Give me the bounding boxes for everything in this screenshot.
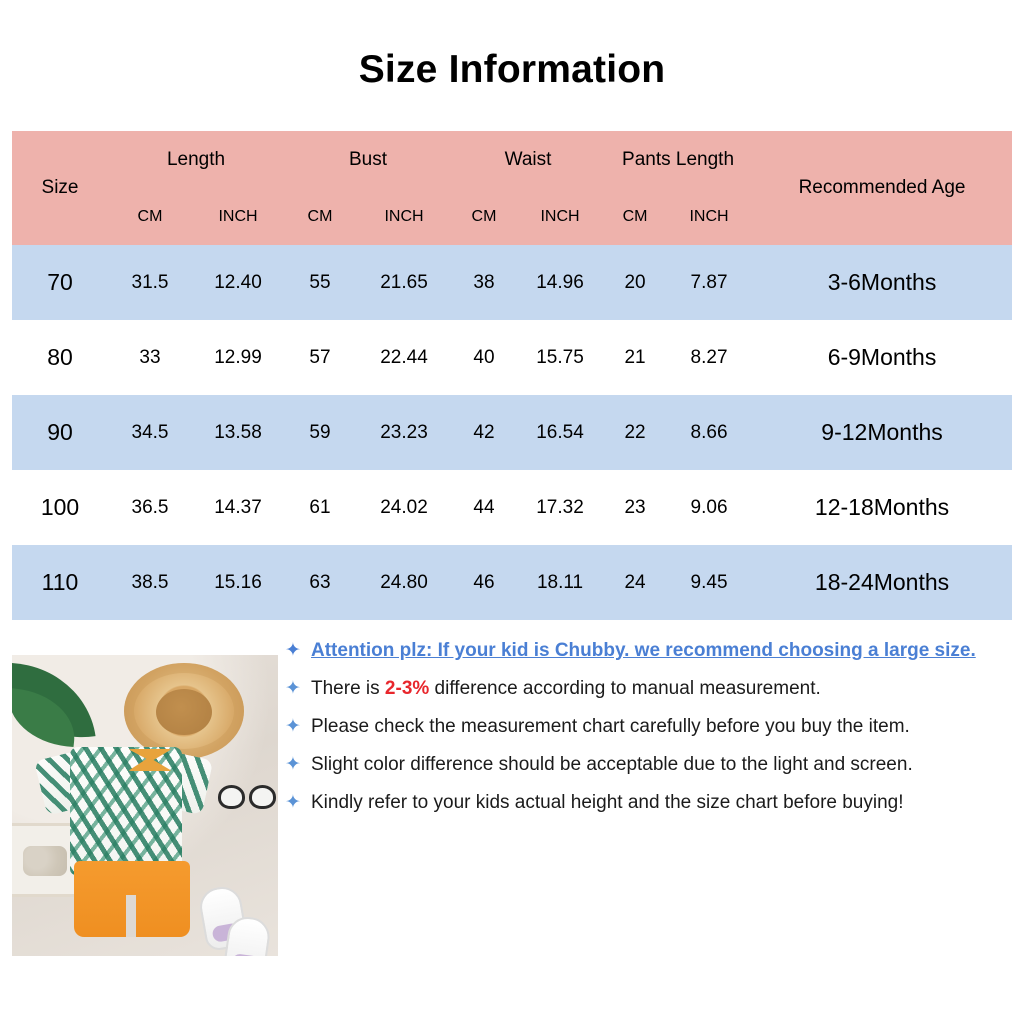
cell-bust-cm: 59 — [284, 395, 356, 470]
cell-size: 70 — [12, 245, 108, 320]
cell-size: 100 — [12, 470, 108, 545]
size-information-table — [12, 131, 1012, 620]
cell-size: 90 — [12, 395, 108, 470]
cell-age: 6-9Months — [752, 320, 1012, 395]
cell-bust-inch: 23.23 — [356, 395, 452, 470]
sunglasses-icon — [218, 781, 278, 815]
cell-pants-cm: 23 — [604, 470, 666, 545]
header-pants-cm: CM — [604, 189, 666, 245]
header-pants-inch: INCH — [666, 189, 752, 245]
cell-length-cm: 34.5 — [108, 395, 192, 470]
cell-waist-inch: 17.32 — [516, 470, 604, 545]
cell-pants-inch: 9.45 — [666, 545, 752, 620]
cell-pants-inch: 8.66 — [666, 395, 752, 470]
note-color-difference — [285, 752, 1015, 778]
cell-age: 12-18Months — [752, 470, 1012, 545]
table-row — [12, 470, 1012, 545]
cell-waist-cm: 44 — [452, 470, 516, 545]
cell-waist-cm: 46 — [452, 545, 516, 620]
tropical-print-shirt — [70, 747, 182, 875]
note-text-post: difference according to manual measurement. — [429, 678, 821, 699]
sparkle-icon: ✦ — [285, 678, 301, 699]
header-length: Length — [108, 131, 284, 189]
cell-bust-cm: 63 — [284, 545, 356, 620]
header-waist-inch: INCH — [516, 189, 604, 245]
cell-length-inch: 12.99 — [192, 320, 284, 395]
table-header-group-row — [12, 131, 1012, 189]
note-attention — [285, 638, 1015, 664]
table-row — [12, 395, 1012, 470]
cell-bust-cm: 57 — [284, 320, 356, 395]
cell-age: 18-24Months — [752, 545, 1012, 620]
cell-pants-cm: 20 — [604, 245, 666, 320]
cell-waist-cm: 38 — [452, 245, 516, 320]
cell-size: 110 — [12, 545, 108, 620]
cell-length-cm: 36.5 — [108, 470, 192, 545]
header-recommended-age: Recommended Age — [752, 131, 1012, 245]
cell-pants-inch: 9.06 — [666, 470, 752, 545]
cell-bust-inch: 24.02 — [356, 470, 452, 545]
orange-shorts — [74, 861, 190, 937]
note-text: Kindly refer to your kids actual height and the size chart before buying! — [311, 792, 904, 813]
header-waist-cm: CM — [452, 189, 516, 245]
sparkle-icon: ✦ — [285, 640, 301, 661]
cell-pants-inch: 7.87 — [666, 245, 752, 320]
header-bust: Bust — [284, 131, 452, 189]
cell-length-inch: 12.40 — [192, 245, 284, 320]
cell-length-cm: 31.5 — [108, 245, 192, 320]
note-check-chart — [285, 714, 1015, 740]
cell-length-cm: 38.5 — [108, 545, 192, 620]
page-title: Size Information — [358, 48, 666, 91]
cell-waist-inch: 16.54 — [516, 395, 604, 470]
cell-age: 3-6Months — [752, 245, 1012, 320]
header-length-inch: INCH — [192, 189, 284, 245]
table-row — [12, 545, 1012, 620]
cell-pants-cm: 22 — [604, 395, 666, 470]
cell-length-inch: 14.37 — [192, 470, 284, 545]
product-photo-outfit — [12, 655, 278, 956]
sparkle-icon: ✦ — [285, 792, 301, 813]
table-row — [12, 320, 1012, 395]
header-bust-inch: INCH — [356, 189, 452, 245]
cell-length-inch: 15.16 — [192, 545, 284, 620]
cell-pants-cm: 21 — [604, 320, 666, 395]
note-text-pre: There is — [311, 678, 385, 699]
note-refer-height — [285, 790, 1015, 816]
cell-pants-inch: 8.27 — [666, 320, 752, 395]
note-measurement-difference — [285, 676, 1015, 702]
cell-bust-inch: 22.44 — [356, 320, 452, 395]
cell-size: 80 — [12, 320, 108, 395]
cell-length-inch: 13.58 — [192, 395, 284, 470]
header-length-cm: CM — [108, 189, 192, 245]
table-row — [12, 245, 1012, 320]
note-text[interactable]: Attention plz: If your kid is Chubby. we recommend choosing a large size. — [311, 640, 976, 661]
header-size: Size — [12, 131, 108, 245]
cell-age: 9-12Months — [752, 395, 1012, 470]
note-text: Please check the measurement chart carefully before you buy the item. — [311, 716, 910, 737]
cell-waist-cm: 42 — [452, 395, 516, 470]
cell-bust-inch: 21.65 — [356, 245, 452, 320]
cell-bust-cm: 55 — [284, 245, 356, 320]
header-waist: Waist — [452, 131, 604, 189]
sparkle-icon: ✦ — [285, 754, 301, 775]
notes-list — [285, 638, 1015, 828]
cell-waist-inch: 18.11 — [516, 545, 604, 620]
cell-bust-cm: 61 — [284, 470, 356, 545]
header-pants-length: Pants Length — [604, 131, 752, 189]
cell-length-cm: 33 — [108, 320, 192, 395]
sparkle-icon: ✦ — [285, 716, 301, 737]
cell-waist-inch: 15.75 — [516, 320, 604, 395]
header-bust-cm: CM — [284, 189, 356, 245]
note-text: Slight color difference should be acceptable due to the light and screen. — [311, 754, 913, 775]
cell-waist-inch: 14.96 — [516, 245, 604, 320]
cell-pants-cm: 24 — [604, 545, 666, 620]
percentage-highlight: 2-3% — [384, 678, 430, 699]
straw-hat — [124, 663, 244, 759]
cell-waist-cm: 40 — [452, 320, 516, 395]
cell-bust-inch: 24.80 — [356, 545, 452, 620]
note-text — [311, 676, 821, 702]
